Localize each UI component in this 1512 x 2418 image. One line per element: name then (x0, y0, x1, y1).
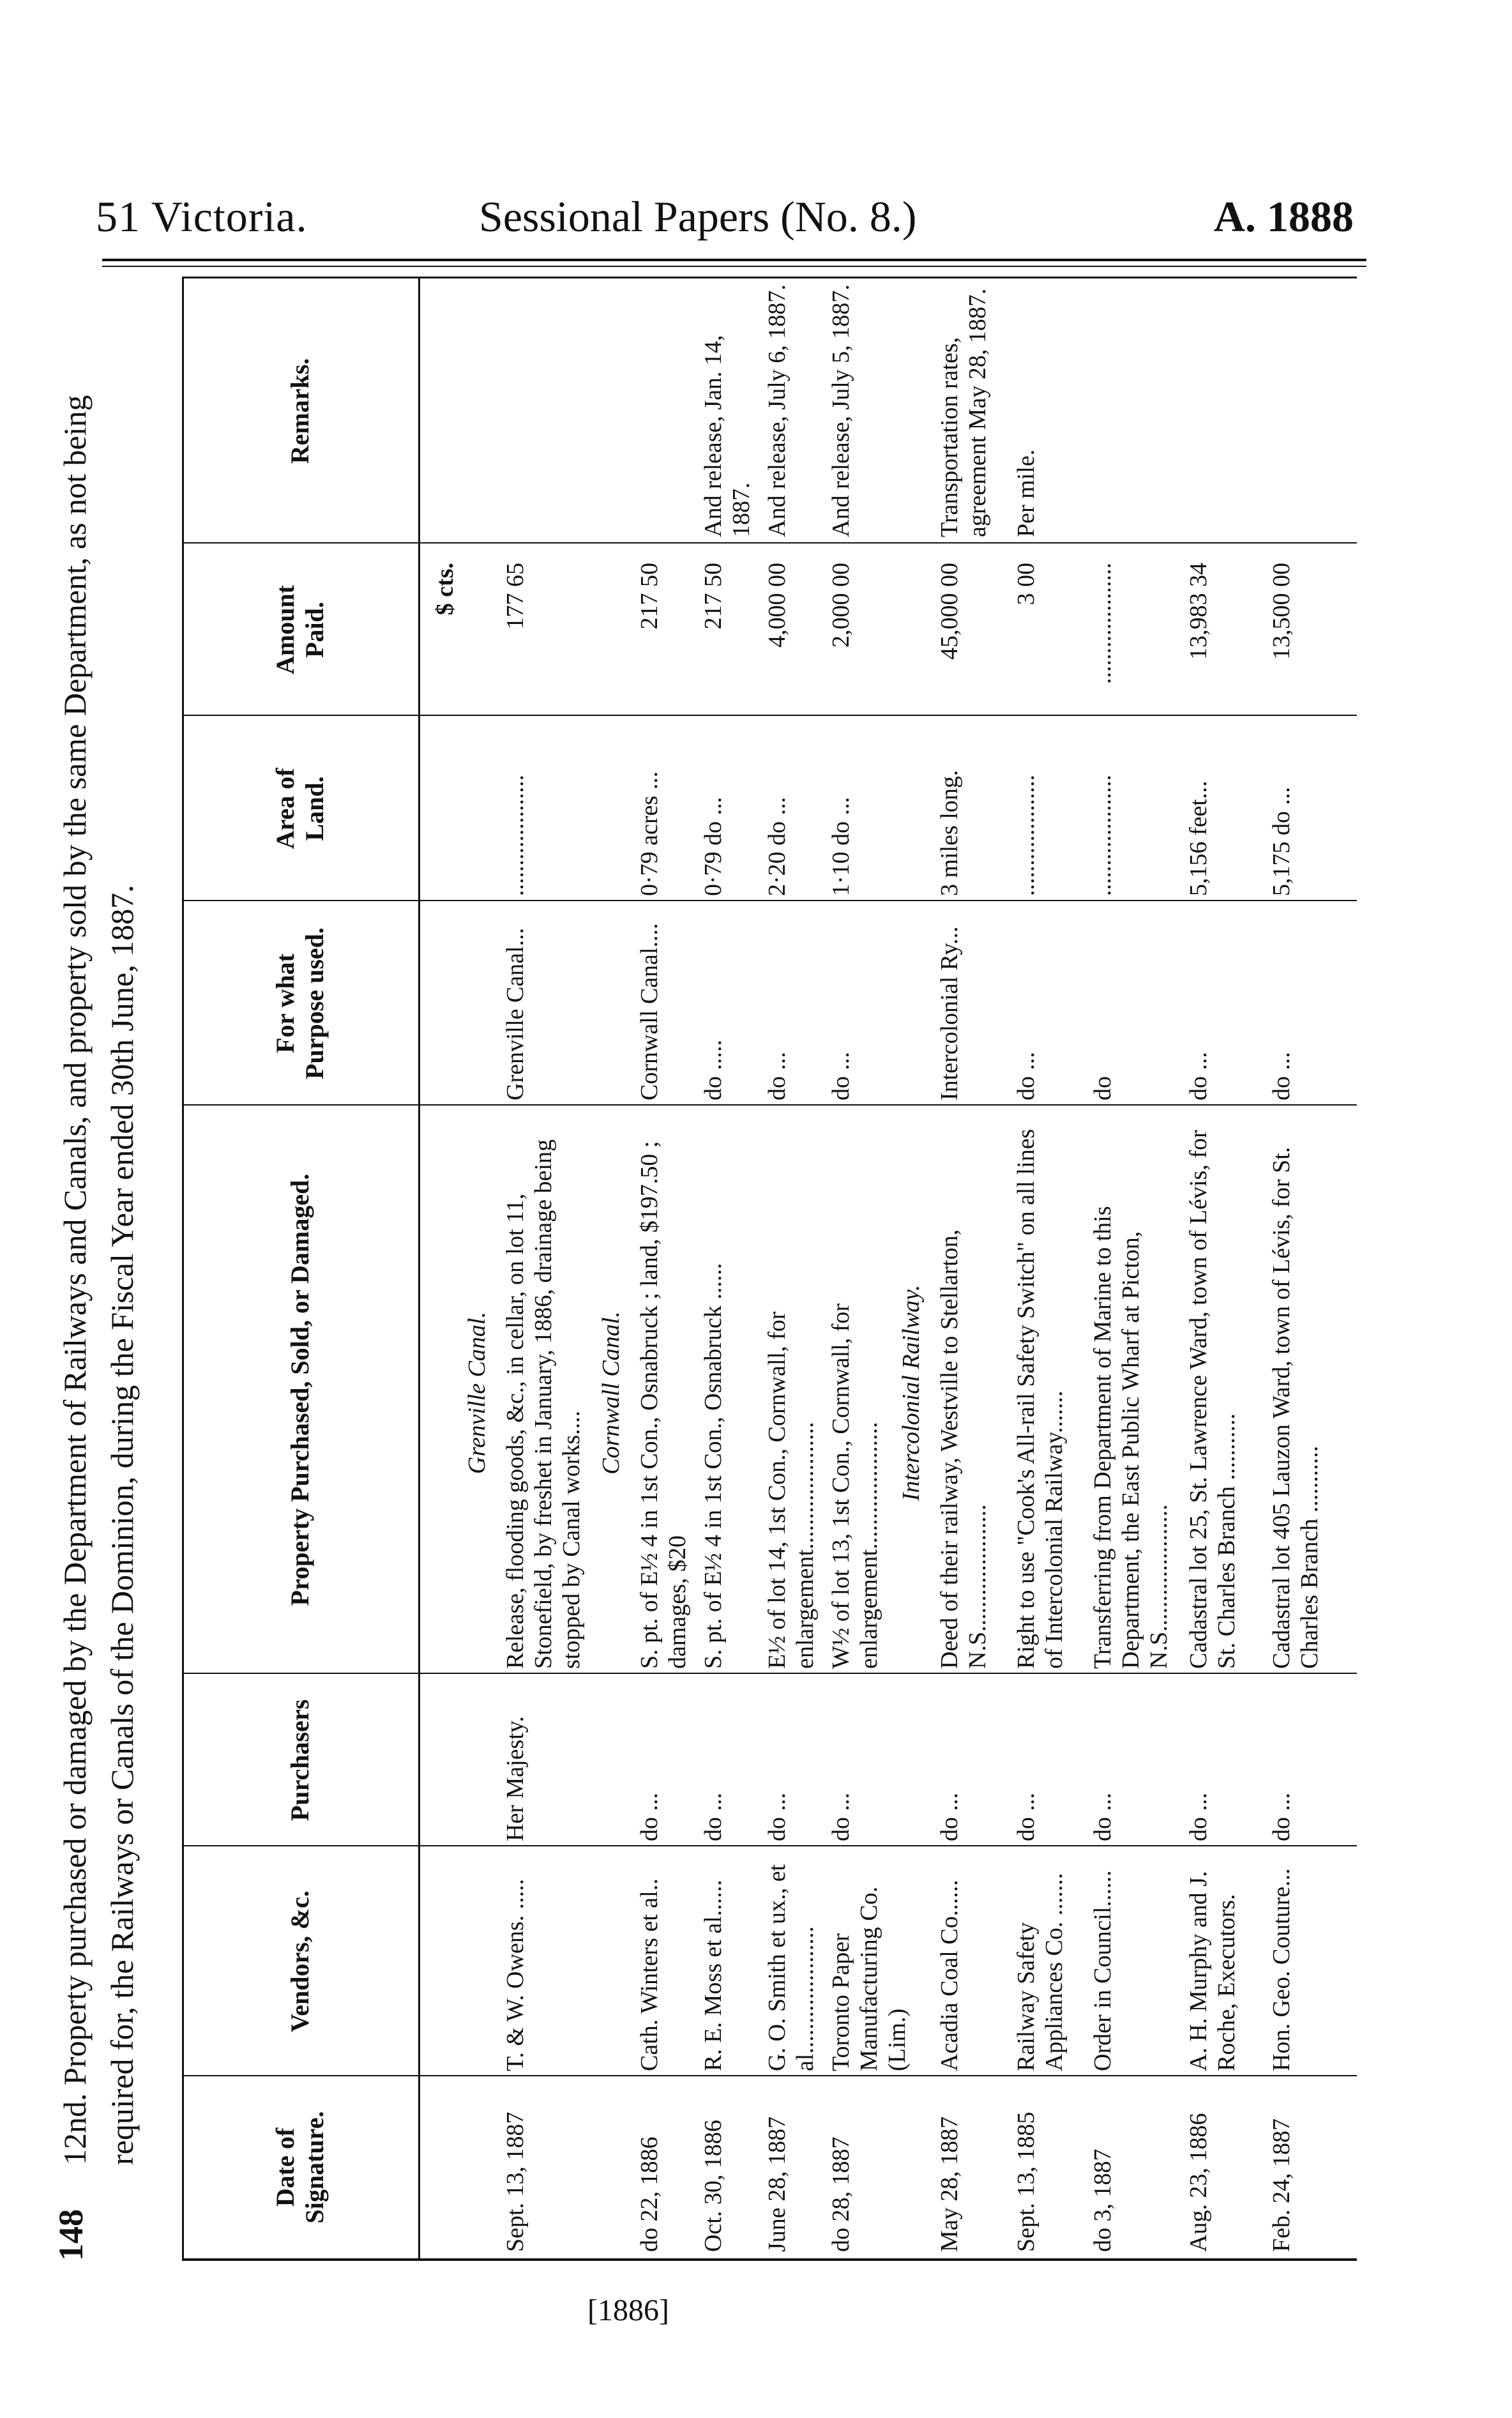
cell-area: .................... (1089, 775, 1116, 896)
cell-remarks: And release, July 6, 1887. (764, 284, 790, 537)
col-header-purpose: For what Purpose used. (271, 927, 329, 1079)
cell-date: Sept. 13, 1887 (502, 2111, 529, 2252)
cell-purchaser: Her Majesty. (502, 1716, 529, 1841)
cell-property: Release, flooding goods, &c., in cellar, on lot 11, Stonefield, by freshet in January, 1886, drainage being stopped by Canal works.... (502, 1139, 585, 1669)
cell-area: 5,175 do ... (1268, 787, 1295, 896)
cell-purpose: do ... (764, 1052, 790, 1100)
cell-amount: 2,000 00 (828, 563, 854, 648)
cell-amount: 13,983 34 (1185, 563, 1212, 660)
cell-area: 1·10 do ... (828, 796, 854, 896)
cell-purchaser: do ... (828, 1793, 854, 1841)
cell-purchaser: do ... (636, 1793, 663, 1841)
cell-amount: 45,000 00 (936, 563, 963, 660)
header-year: A. 1888 (1213, 192, 1354, 241)
cell-date: Aug. 23, 1886 (1185, 2113, 1212, 2252)
cell-vendor: R. E. Moss et al...... (700, 1880, 727, 2071)
cell-remarks: Transportation rates, agreement May 28, 1887. (936, 288, 991, 537)
cell-date: Feb. 24, 1887 (1268, 2118, 1295, 2252)
cell-date: May 28, 1887 (936, 2116, 963, 2252)
cell-remarks: Per mile. (1013, 449, 1040, 537)
table-top-rule (182, 278, 184, 2258)
cell-vendor: T. & W. Owens. ..... (502, 1878, 529, 2071)
cell-vendor: Cath. Winters et al.. (636, 1878, 663, 2071)
cell-date: do 3, 1887 (1089, 2148, 1116, 2252)
cell-vendor: Railway Safety Appliances Co. ....... (1013, 1873, 1068, 2071)
footer-year: [1886] (587, 2293, 669, 2327)
cell-area: 0·79 do ... (700, 796, 727, 896)
cell-property: E½ of lot 14, 1st Con., Cornwall, for enlargement..................... (764, 1311, 819, 1669)
property-table (182, 277, 1357, 2261)
cell-area: 0·79 acres ... (636, 771, 663, 896)
cell-date: do 22, 1886 (636, 2136, 663, 2252)
cell-amount: 4,000 00 (764, 563, 790, 648)
cell-property: Cadastral lot 25, St. Lawrence Ward, town of Lévis, for St. Charles Branch ........... (1185, 1130, 1240, 1669)
cell-remarks: And release, July 5, 1887. (828, 284, 854, 537)
cell-property: S. pt. of E½ 4 in 1st Con., Osnabruck ; land, $197.50 ; damages, $20 (636, 1141, 691, 1669)
cell-purchaser: do ... (1089, 1793, 1116, 1841)
cell-purpose: do ... (1013, 1052, 1040, 1100)
cell-vendor: Hon. Geo. Couture... (1268, 1868, 1295, 2071)
cell-amount: 177 65 (502, 563, 529, 630)
cell-date: June 28, 1887 (764, 2116, 790, 2252)
cell-vendor: Order in Council...... (1089, 1870, 1116, 2071)
cell-purpose: Intercolonial Ry... (936, 926, 963, 1100)
cell-remarks: And release, Jan. 14, 1887. (700, 335, 755, 537)
rotated-table-block (51, 281, 1366, 2261)
cell-purchaser: do ... (1185, 1793, 1212, 1841)
cell-vendor: G. O. Smith et ux., et al..................... (764, 1864, 819, 2071)
cell-purpose: Grenville Canal... (502, 927, 529, 1100)
cell-property: Cadastral lot 405 Lauzon Ward, town of Lévis, for St. Charles Branch ........... (1268, 1146, 1323, 1669)
cell-amount: 217 50 (636, 563, 663, 630)
cell-area: 3 miles long. (936, 770, 963, 896)
cell-area: .................... (1013, 775, 1040, 896)
header-rule-thin (102, 266, 1366, 267)
cell-amount: 217 50 (700, 563, 727, 630)
cell-area: .................... (502, 775, 529, 896)
cell-amount: 3 00 (1013, 563, 1040, 605)
cell-purpose: do ... (1268, 1052, 1295, 1100)
page-number: 148 (52, 2209, 90, 2261)
cell-area: 2·20 do ... (764, 796, 790, 896)
cell-property: W½ of lot 13, 1st Con., Cornwall, for enlargement..................... (828, 1303, 882, 1669)
cell-property: Transferring from Department of Marine to this Department, the East Public Wharf at Picton, N.S..................... (1089, 1206, 1172, 1669)
col-header-purchasers: Purchasers (285, 1699, 314, 1821)
section-heading: Grenville Canal. (464, 1312, 490, 1474)
col-header-amount: Amount Paid. (271, 584, 329, 675)
cell-purpose: Cornwall Canal.... (636, 923, 663, 1100)
cell-date: Sept. 13, 1885 (1013, 2111, 1040, 2252)
col-header-remarks: Remarks. (285, 358, 314, 464)
table-caption: 12nd. Property purchased or damaged by the Department of Railways and Canals, and property sold by the same Department, as not being required for, the Railways or Canals of the Dominion, during the Fiscal Year ended 30th June, 1887. (57, 395, 140, 2165)
header-title: Sessional Papers (No. 8.) (479, 192, 917, 241)
header-divider (418, 278, 420, 2258)
cell-area: 5,156 feet... (1185, 780, 1212, 896)
cell-property: S. pt. of E½ 4 in 1st Con., Osnabruck ...... (700, 1263, 727, 1669)
col-header-vendors: Vendors, &c. (285, 1890, 314, 2032)
col-header-property: Property Purchased, Sold, or Damaged. (285, 1173, 314, 1606)
section-heading: Cornwall Canal. (598, 1311, 624, 1475)
cell-purchaser: do ... (1013, 1793, 1040, 1841)
cell-amount: 13,500 00 (1268, 563, 1295, 660)
cell-date: do 28, 1887 (828, 2136, 854, 2252)
col-header-date: Date of Signature. (271, 2111, 329, 2224)
cell-date: Oct. 30, 1886 (700, 2120, 727, 2252)
cell-purchaser: do ... (1268, 1793, 1295, 1841)
cell-purpose: do ... (828, 1052, 854, 1100)
cell-amount: .................... (1089, 563, 1116, 684)
cell-property: Deed of their railway, Westville to Stellarton, N.S..................... (936, 1229, 991, 1669)
cell-vendor: A. H. Murphy and J. Roche, Executors. (1185, 1871, 1240, 2071)
header-session: 51 Victoria. (96, 192, 308, 241)
cell-purchaser: do ... (700, 1793, 727, 1841)
page-header (96, 0, 1354, 268)
col-header-area: Area of Land. (271, 768, 329, 849)
cell-purpose: do ... (1185, 1052, 1212, 1100)
cell-purchaser: do ... (936, 1793, 963, 1841)
cell-property: Right to use "Cook's All-rail Safety Switch" on all lines of Intercolonial Railway....... (1013, 1129, 1068, 1669)
cell-purchaser: do ... (764, 1793, 790, 1841)
section-heading: Intercolonial Railway. (898, 1284, 925, 1502)
cell-vendor: Acadia Coal Co...... (936, 1880, 963, 2071)
header-rule-thick (102, 259, 1366, 261)
cell-purpose: do (1089, 1076, 1116, 1100)
amount-unit: $ cts. (432, 563, 458, 616)
cell-purpose: do ..... (700, 1040, 727, 1100)
cell-vendor: Toronto Paper Manufacturing Co. (Lim.) (828, 1886, 911, 2071)
